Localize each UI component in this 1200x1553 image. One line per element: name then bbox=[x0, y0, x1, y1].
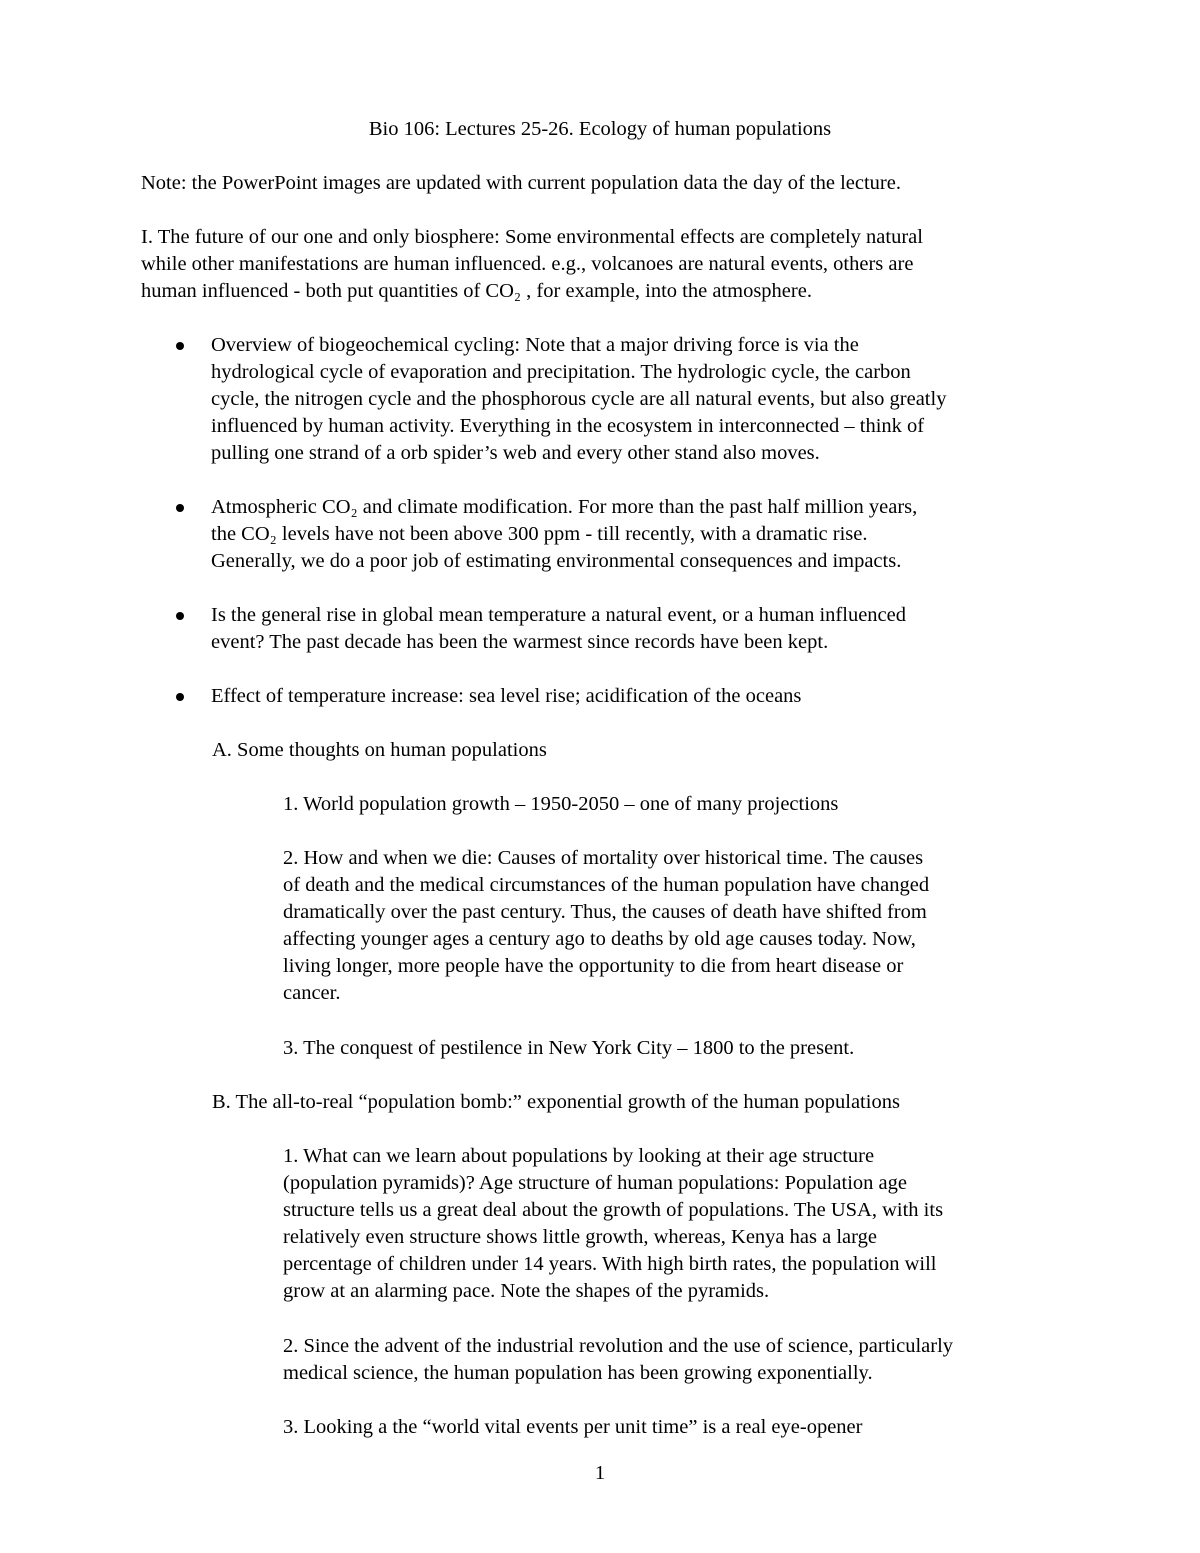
document-title: Bio 106: Lectures 25-26. Ecology of human populations bbox=[368, 118, 832, 140]
item-line: cancer. bbox=[283, 982, 341, 1004]
bullet-icon bbox=[176, 342, 184, 350]
item-line: affecting younger ages a century ago to deaths by old age causes today. Now, bbox=[283, 928, 916, 950]
bullet-line: Is the general rise in global mean temperature a natural event, or a human influenced bbox=[211, 604, 906, 626]
item-line: 2. Since the advent of the industrial revolution and the use of science, particularly bbox=[283, 1335, 954, 1357]
item-line: living longer, more people have the opportunity to die from heart disease or bbox=[283, 955, 904, 977]
bullet-icon bbox=[176, 504, 184, 512]
bullet-line: Effect of temperature increase: sea level rise; acidification of the oceans bbox=[211, 685, 802, 707]
intro-line: I. The future of our one and only biosphere: Some environmental effects are completely natural bbox=[141, 226, 923, 248]
item-line: structure tells us a great deal about the growth of populations. The USA, with its bbox=[283, 1199, 944, 1221]
item-line: grow at an alarming pace. Note the shapes of the pyramids. bbox=[283, 1280, 770, 1302]
bullet-global-temperature bbox=[141, 602, 1061, 656]
bullet-line: Overview of biogeochemical cycling: Note that a major driving force is via the bbox=[211, 334, 859, 356]
intro-line: while other manifestations are human influenced. e.g., volcanoes are natural events, others are bbox=[141, 253, 914, 275]
section-b-heading: B. The all-to-real “population bomb:” exponential growth of the human populations bbox=[212, 1091, 900, 1113]
bullet-text bbox=[211, 683, 1061, 710]
item-line: 1. World population growth – 1950-2050 – one of many projections bbox=[283, 793, 839, 815]
bullet-text bbox=[211, 494, 1061, 575]
bullet-line: cycle, the nitrogen cycle and the phosphorous cycle are all natural events, but also greatly bbox=[211, 388, 947, 410]
bullet-temperature-effects bbox=[141, 683, 1061, 710]
bullet-atmospheric-co2 bbox=[141, 494, 1061, 575]
item-line: dramatically over the past century. Thus, the causes of death have shifted from bbox=[283, 901, 927, 923]
bullet-line: event? The past decade has been the warmest since records have been kept. bbox=[211, 631, 829, 653]
item-line: 1. What can we learn about populations by looking at their age structure bbox=[283, 1145, 875, 1167]
section-b-item-3 bbox=[283, 1414, 1063, 1441]
item-line: 3. The conquest of pestilence in New York City – 1800 to the present. bbox=[283, 1037, 855, 1059]
section-a-item-1 bbox=[283, 791, 1063, 818]
bullet-line: influenced by human activity. Everything in the ecosystem in interconnected – think of bbox=[211, 415, 925, 437]
bullet-text bbox=[211, 602, 1061, 656]
item-line: medical science, the human population has been growing exponentially. bbox=[283, 1362, 873, 1384]
section-a-item-3 bbox=[283, 1035, 1063, 1062]
section-a-item-2 bbox=[283, 845, 1063, 1007]
bullet-line: pulling one strand of a orb spider’s web and every other stand also moves. bbox=[211, 442, 820, 464]
bullet-text bbox=[211, 332, 1061, 467]
bullet-line: the CO₂ levels have not been above 300 ppm - till recently, with a dramatic rise. bbox=[211, 523, 868, 545]
item-line: percentage of children under 14 years. With high birth rates, the population will bbox=[283, 1253, 937, 1275]
item-line: relatively even structure shows little growth, whereas, Kenya has a large bbox=[283, 1226, 877, 1248]
lecture-note: Note: the PowerPoint images are updated with current population data the day of the lecture. bbox=[141, 172, 901, 194]
section-b-item-1 bbox=[283, 1143, 1063, 1305]
intro-paragraph bbox=[141, 224, 1061, 305]
bullet-line: Generally, we do a poor job of estimating environmental consequences and impacts. bbox=[211, 550, 902, 572]
item-line: 3. Looking a the “world vital events per unit time” is a real eye-opener bbox=[283, 1416, 863, 1438]
item-line: of death and the medical circumstances of the human population have changed bbox=[283, 874, 930, 896]
page-number: 1 bbox=[594, 1462, 606, 1484]
bullet-line: hydrological cycle of evaporation and precipitation. The hydrologic cycle, the carbon bbox=[211, 361, 911, 383]
bullet-icon bbox=[176, 693, 184, 701]
section-b-item-2 bbox=[283, 1333, 1063, 1387]
section-a-heading: A. Some thoughts on human populations bbox=[212, 739, 547, 761]
bullet-line: Atmospheric CO₂ and climate modification. For more than the past half million years, bbox=[211, 496, 918, 518]
item-line: 2. How and when we die: Causes of mortality over historical time. The causes bbox=[283, 847, 924, 869]
item-line: (population pyramids)? Age structure of human populations: Population age bbox=[283, 1172, 907, 1194]
intro-line: human influenced - both put quantities of CO₂ , for example, into the atmosphere. bbox=[141, 280, 812, 302]
bullet-biogeochemical-cycling bbox=[141, 332, 1061, 467]
bullet-icon bbox=[176, 612, 184, 620]
